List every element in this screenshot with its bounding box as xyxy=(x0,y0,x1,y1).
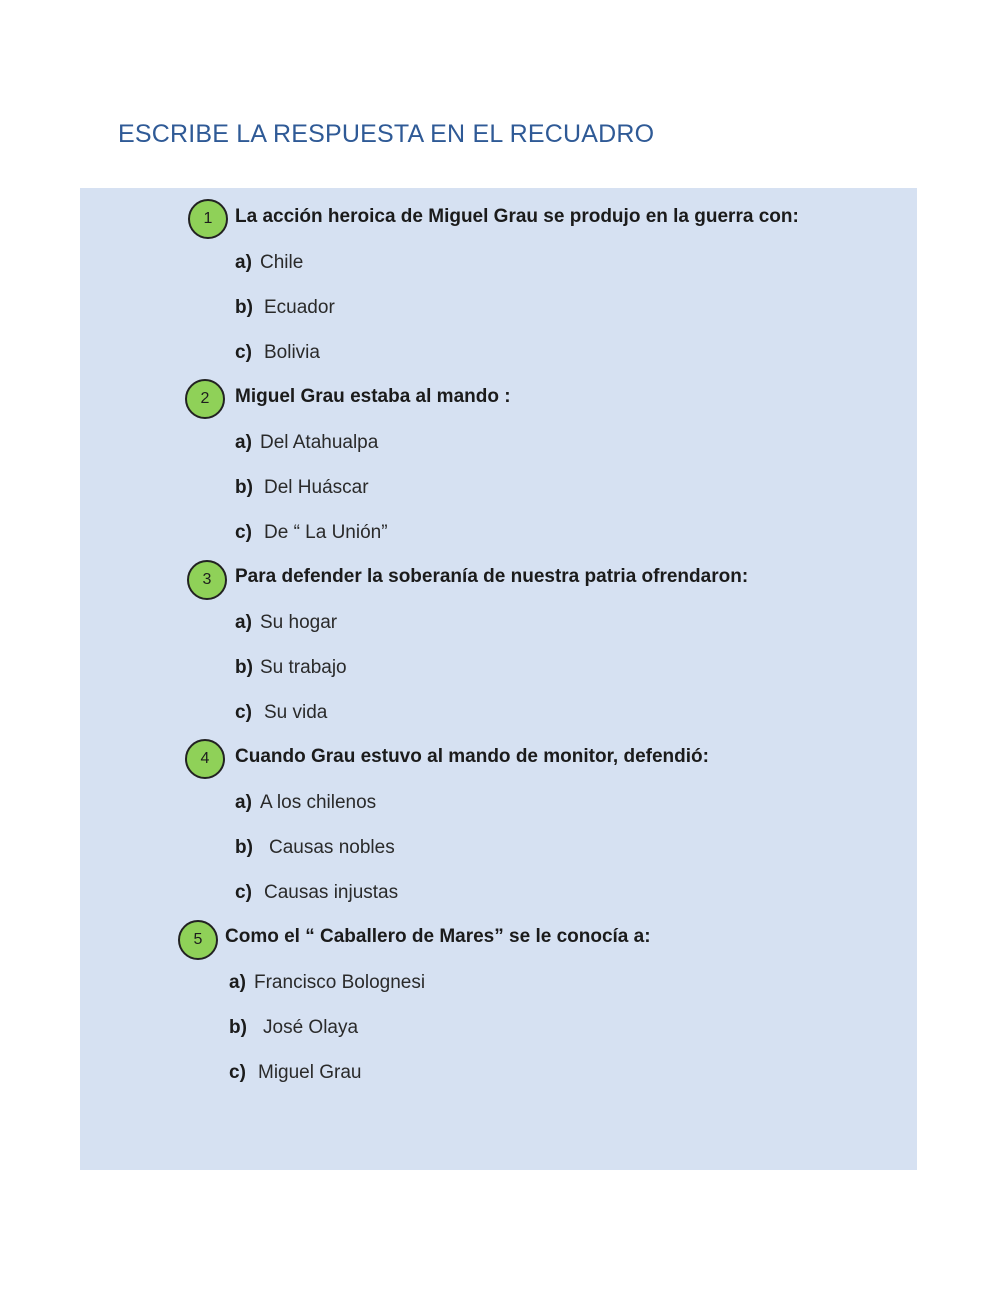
answer-option-a[interactable] xyxy=(229,972,425,994)
option-letter: a) xyxy=(235,252,252,273)
option-text: De “ La Unión” xyxy=(264,522,388,543)
question-number-badge: 2 xyxy=(185,379,225,419)
option-letter: b) xyxy=(235,297,253,318)
answer-option-c[interactable] xyxy=(229,1062,362,1084)
option-text: Causas nobles xyxy=(269,837,395,858)
answer-option-c[interactable] xyxy=(235,702,327,724)
question-text: La acción heroica de Miguel Grau se produjo en la guerra con: xyxy=(235,206,799,227)
questions-panel xyxy=(80,188,917,1170)
option-letter: c) xyxy=(235,342,252,363)
option-text: Ecuador xyxy=(264,297,335,318)
option-letter: a) xyxy=(229,972,246,993)
answer-option-b[interactable] xyxy=(235,297,335,319)
option-text: Chile xyxy=(260,252,304,273)
question-text: Como el “ Caballero de Mares” se le conocía a: xyxy=(225,926,651,947)
option-text: Miguel Grau xyxy=(258,1062,362,1083)
answer-option-a[interactable] xyxy=(235,612,337,634)
option-text: Causas injustas xyxy=(264,882,399,903)
question-text: Para defender la soberanía de nuestra patria ofrendaron: xyxy=(235,566,749,587)
question-number-badge: 1 xyxy=(188,199,228,239)
option-text: Del Huáscar xyxy=(264,477,369,498)
question-text: Cuando Grau estuvo al mando de monitor, defendió: xyxy=(235,746,709,767)
option-text: Francisco Bolognesi xyxy=(254,972,426,993)
answer-option-b[interactable] xyxy=(235,657,347,679)
question-number-badge: 5 xyxy=(178,920,218,960)
answer-option-a[interactable] xyxy=(235,792,376,814)
question-number-badge: 4 xyxy=(185,739,225,779)
option-text: Bolivia xyxy=(264,342,320,363)
page-title: ESCRIBE LA RESPUESTA EN EL RECUADRO xyxy=(118,120,655,148)
answer-option-c[interactable] xyxy=(235,882,398,904)
option-text: José Olaya xyxy=(263,1017,359,1038)
option-letter: c) xyxy=(235,522,252,543)
answer-option-a[interactable] xyxy=(235,252,303,274)
option-letter: b) xyxy=(235,477,253,498)
option-letter: c) xyxy=(229,1062,246,1083)
option-letter: a) xyxy=(235,432,252,453)
answer-option-c[interactable] xyxy=(235,342,320,364)
option-text: Su hogar xyxy=(260,612,338,633)
option-letter: c) xyxy=(235,702,252,723)
question-5 xyxy=(80,908,917,1133)
question-number-badge: 3 xyxy=(187,560,227,600)
option-letter: b) xyxy=(229,1017,247,1038)
option-letter: c) xyxy=(235,882,252,903)
question-text: Miguel Grau estaba al mando : xyxy=(235,386,511,407)
option-letter: a) xyxy=(235,792,252,813)
answer-option-b[interactable] xyxy=(235,837,395,859)
answer-option-c[interactable] xyxy=(235,522,388,544)
option-text: Del Atahualpa xyxy=(260,432,379,453)
option-text: A los chilenos xyxy=(260,792,377,813)
answer-option-a[interactable] xyxy=(235,432,378,454)
option-text: Su vida xyxy=(264,702,328,723)
option-text: Su trabajo xyxy=(260,657,347,678)
option-letter: b) xyxy=(235,657,253,678)
option-letter: a) xyxy=(235,612,252,633)
answer-option-b[interactable] xyxy=(229,1017,358,1039)
answer-option-b[interactable] xyxy=(235,477,369,499)
option-letter: b) xyxy=(235,837,253,858)
